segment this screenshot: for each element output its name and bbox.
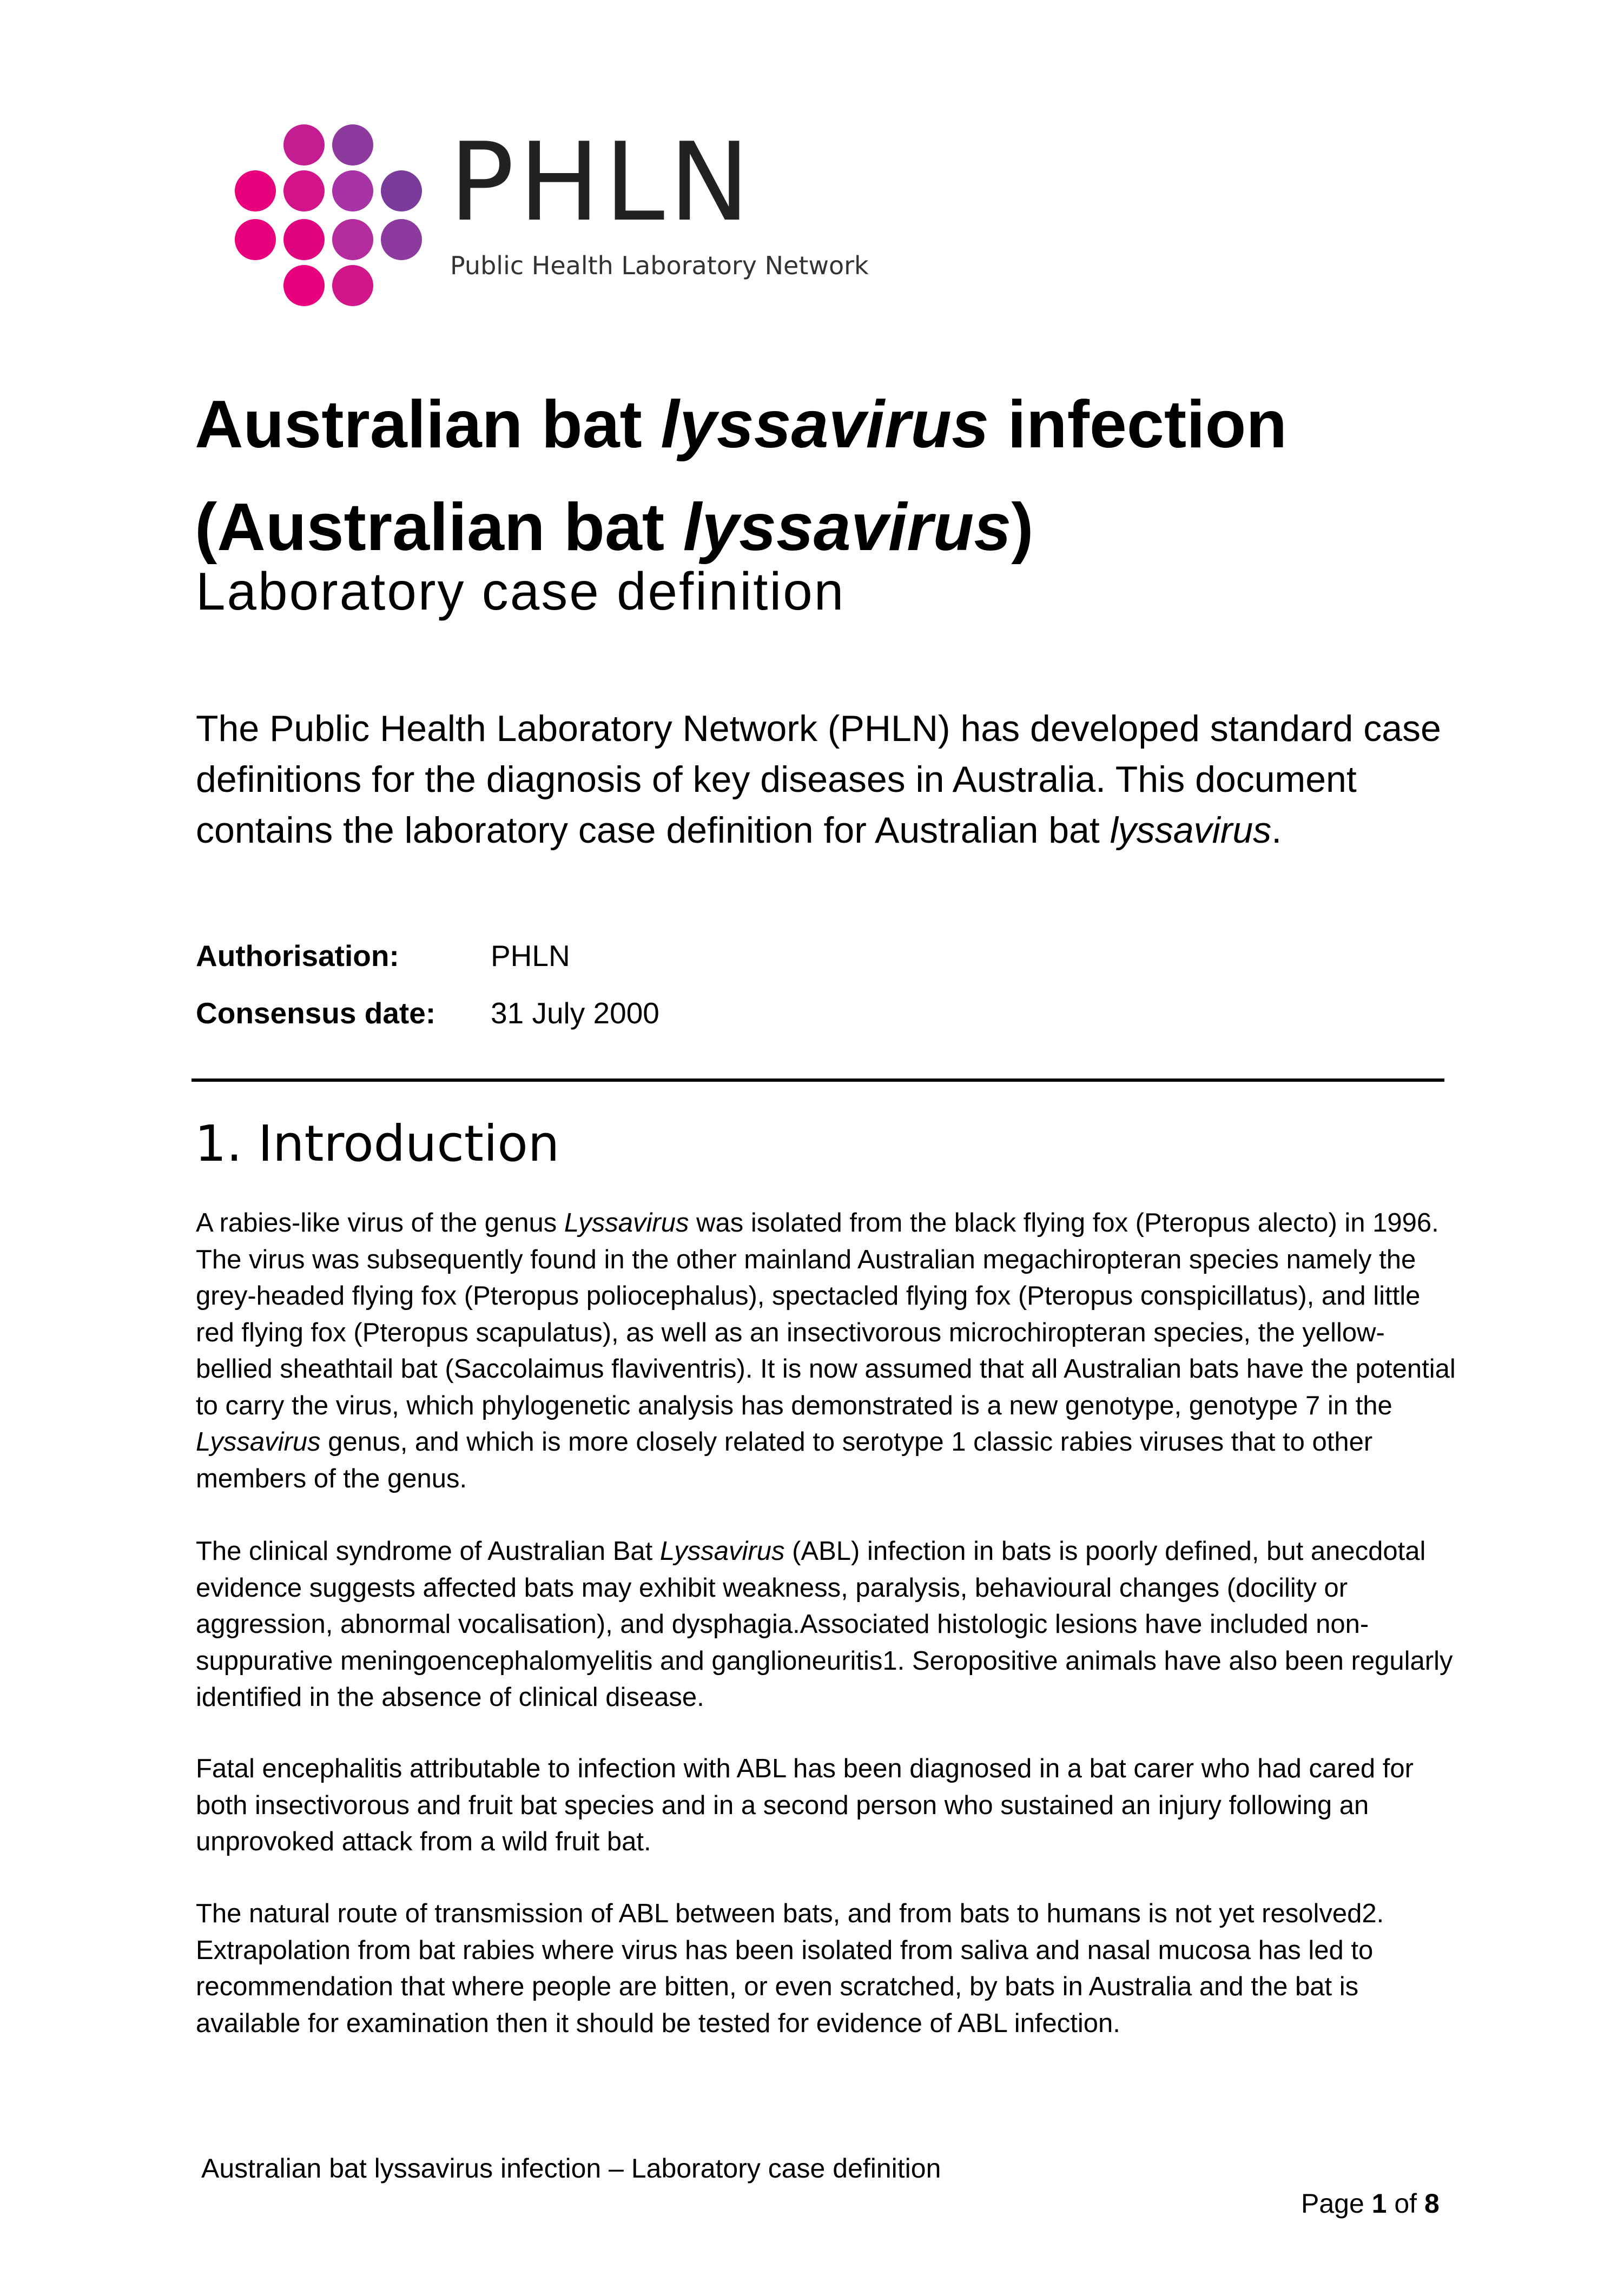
page-of: of [1387, 2188, 1424, 2219]
logo-subtitle: Public Health Laboratory Network [450, 251, 869, 280]
footer-document-title: Australian bat lyssavirus infection – Laboratory case definition [201, 2153, 941, 2183]
paragraph-3: Fatal encephalitis attributable to infection with ABL has been diagnosed in a bat carer who had cared for both insectivorous and fruit bat species and in a second person who sustained an injury following an unprovoked attack from a wild fruit bat. [196, 1754, 1414, 1856]
intro-end: . [1271, 810, 1282, 851]
logo-wordmark: PHLN [449, 120, 755, 246]
p1-e: genus, and which is more closely related to serotype 1 classic rabies viruses that to other members of the genus. [196, 1427, 1373, 1493]
title-line2-italic: lyssavirus [683, 490, 1012, 565]
authorisation-value: PHLN [491, 939, 570, 972]
title-line1-italic: lyssavirus [661, 387, 989, 462]
p1-b: Lyssavirus [564, 1208, 689, 1238]
consensus-row [196, 998, 659, 1028]
p2-c: (ABL) infection in bats is poorly defined, but anecdotal evidence suggests affected bats may exhibit weakness, paralysis, behavioural changes (docility or aggression, abnormal vocalisation), and dysphagia.Associated histologic lesions have included non-suppurative meningoencephalomyelitis and ganglioneuritis1. Seropositive animals have also been regularly identified in the absence of clinical disease. [196, 1537, 1453, 1712]
phln-dots-icon [227, 123, 433, 329]
p2-b: Lyssavirus [659, 1537, 785, 1566]
section-divider [192, 1078, 1444, 1082]
title-line1-pre: Australian bat [195, 387, 661, 462]
p2-a: The clinical syndrome of Australian Bat [196, 1537, 660, 1566]
paragraph-1 [196, 1205, 1456, 1497]
intro-text: The Public Health Laboratory Network (PHLN) has developed standard case definitions for the diagnosis of key diseases in Australia. This document contains the laboratory case definition for Australian bat [196, 708, 1441, 851]
page-word: Page [1301, 2188, 1372, 2219]
phln-logo [227, 120, 869, 329]
document-subtitle: Laboratory case definition [196, 561, 846, 621]
section-heading: 1. Introduction [195, 1115, 560, 1173]
authorisation-row [196, 941, 570, 971]
p1-c: was isolated from the black flying fox (Pteropus alecto) in 1996. The virus was subsequently found in the other mainland Australian megachiropteran species namely the grey-headed flying fox (Pteropus poliocephalus), spectacled flying fox (Pteropus conspicillatus), and little red flying fox (Pteropus scapulatus), as well as an insectivorous microchiropteran species, the yellow-bellied sheathtail bat (Saccolaimus flaviventris). It is now assumed that all Australian bats have the potential to carry the virus, which phylogenetic analysis has demonstrated is a new genotype, genotype 7 in the [196, 1208, 1456, 1420]
p1-a: A rabies-like virus of the genus [196, 1208, 564, 1238]
intro-italic: lyssavirus [1110, 810, 1272, 851]
authorisation-label: Authorisation: [196, 939, 399, 972]
p1-d: Lyssavirus [196, 1427, 321, 1457]
consensus-label: Consensus date: [196, 996, 436, 1030]
page-total: 8 [1424, 2188, 1440, 2219]
page-number [1301, 2188, 1440, 2219]
title-line2-post: ) [1011, 490, 1034, 565]
consensus-value: 31 July 2000 [491, 996, 659, 1030]
page-current: 1 [1371, 2188, 1387, 2219]
intro-paragraph [196, 703, 1456, 856]
title-line2-pre: (Australian bat [195, 490, 683, 565]
paragraph-4: The natural route of transmission of ABL between bats, and from bats to humans is not yet resolved2. Extrapolation from bat rabies where virus has been isolated from saliva and nasal mucosa has led to recommendation that where people are bitten, or even scratched, by bats in Australia and the bat is available for examination then it should be tested for evidence of ABL infection. [196, 1899, 1384, 2038]
title-line1-post: infection [988, 387, 1288, 462]
paragraph-2 [196, 1533, 1456, 1716]
document-title [195, 373, 1493, 579]
